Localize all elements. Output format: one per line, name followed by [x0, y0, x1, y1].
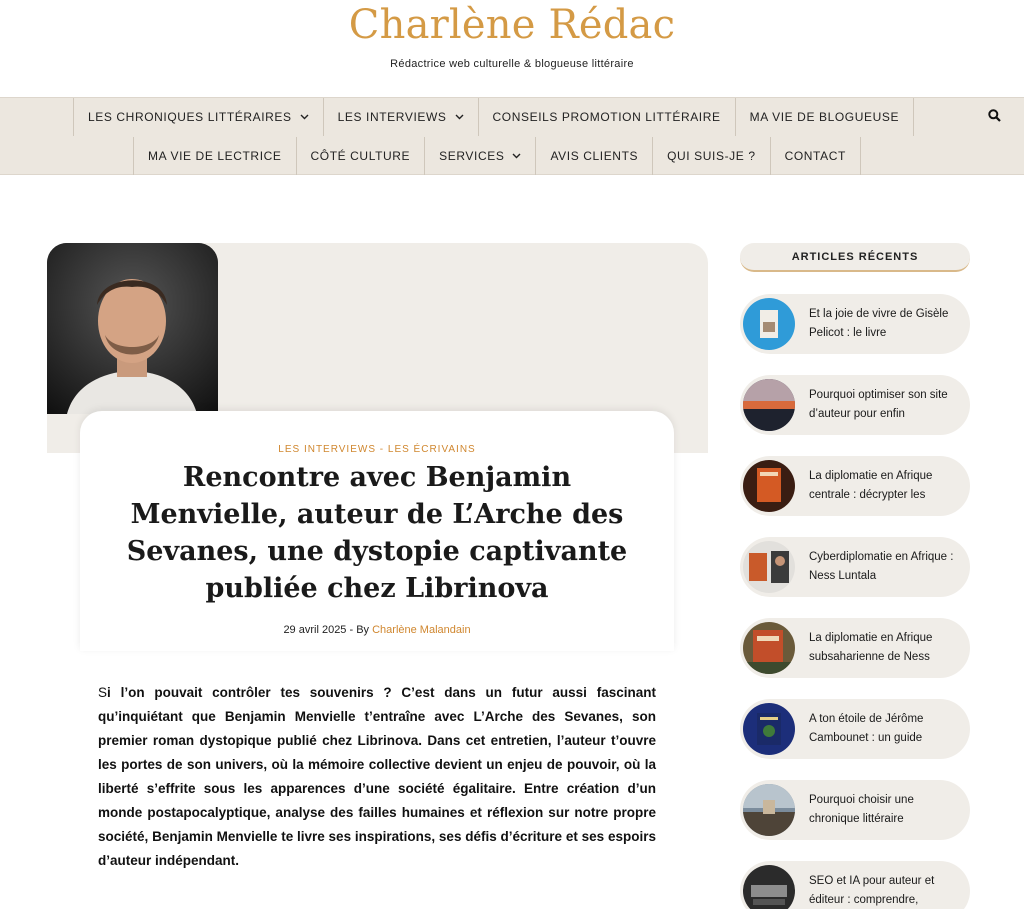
recent-article-item[interactable]	[740, 699, 970, 759]
recent-article-item[interactable]	[740, 456, 970, 516]
site-header	[0, 0, 1024, 97]
search-icon	[988, 109, 1001, 127]
recent-articles-title: ARTICLES RÉCENTS	[740, 243, 970, 272]
article-thumbnail	[743, 622, 795, 674]
search-button[interactable]	[982, 108, 1006, 128]
nav-item-label: AVIS CLIENTS	[550, 149, 639, 163]
recent-article-title: A ton étoile de Jérôme Cambounet : un guide	[809, 713, 924, 744]
nav-row-2	[133, 137, 861, 175]
recent-article-title: La diplomatie en Afrique centrale : décrypter les	[809, 470, 933, 501]
nav-item-label: LES INTERVIEWS	[337, 110, 447, 124]
nav-item-label: CÔTÉ CULTURE	[310, 149, 411, 163]
chevron-down-icon	[455, 112, 464, 122]
article-thumbnail	[743, 865, 795, 909]
nav-item-qui-suis-je[interactable]	[652, 137, 769, 175]
intro-drop-letter: S	[98, 685, 108, 700]
recent-article-item[interactable]	[740, 375, 970, 435]
recent-article-item[interactable]	[740, 618, 970, 678]
nav-item-vie-blogueuse[interactable]	[735, 98, 914, 136]
recent-article-title: La diplomatie en Afrique subsaharienne de Ness	[809, 632, 933, 663]
main-nav	[0, 97, 1024, 175]
article-thumbnail	[743, 379, 795, 431]
recent-article-title: Pourquoi optimiser son site d’auteur pour enfin	[809, 389, 948, 420]
post-categories[interactable]: LES INTERVIEWS - LES ÉCRIVAINS	[278, 444, 476, 455]
recent-article-item[interactable]	[740, 861, 970, 909]
nav-row-1	[73, 98, 914, 136]
post-meta	[80, 624, 674, 636]
recent-article-title: Pourquoi choisir une chronique littéraire	[809, 794, 914, 825]
article-thumbnail	[743, 460, 795, 512]
nav-item-label: LES CHRONIQUES LITTÉRAIRES	[88, 110, 292, 124]
intro-text: i l’on pouvait contrôler tes souvenirs ? C’est dans un futur aussi fascinant qu’inquiétant que Benjamin Menvielle t’entraîne avec L’Arche des Sevanes, son premier roman dystopique publié chez Librinova. Dans cet entretien, l’auteur t’ouvre les portes de son univers, où la mémoire collective devient un enjeu de pouvoir, où la liberté s’effrite sous les apparences d’une société égalitaire. Entre création d’un monde postapocalyptique, analyse des failles humaines et réflexion sur notre propre société, Benjamin Menvielle te livre ses inspirations, ses défis d’écriture et ses espoirs d’auteur indépendant.	[98, 685, 656, 868]
nav-item-label: CONSEILS PROMOTION LITTÉRAIRE	[492, 110, 721, 124]
nav-item-avis-clients[interactable]	[535, 137, 652, 175]
post-by: - By	[346, 624, 373, 636]
post-title: Rencontre avec Benjamin Menvielle, auteur de L’Arche des Sevanes, une dystopie captivante publiée chez Librinova	[126, 462, 628, 604]
recent-article-item[interactable]	[740, 294, 970, 354]
recent-article-item[interactable]	[740, 537, 970, 597]
nav-item-chroniques[interactable]	[73, 98, 323, 136]
nav-item-label: CONTACT	[784, 149, 846, 163]
nav-item-cote-culture[interactable]	[296, 137, 425, 175]
recent-article-title: Et la joie de vivre de Gisèle Pelicot : le livre	[809, 308, 949, 339]
post-card	[80, 411, 674, 651]
recent-article-title: SEO et IA pour auteur et éditeur : comprendre,	[809, 875, 935, 906]
post-author-link[interactable]: Charlène Malandain	[372, 624, 471, 636]
article-thumbnail	[743, 298, 795, 350]
article-thumbnail	[743, 541, 795, 593]
article-thumbnail	[743, 784, 795, 836]
nav-item-label: MA VIE DE BLOGUEUSE	[749, 110, 900, 124]
nav-item-label: QUI SUIS-JE ?	[667, 149, 756, 163]
site-tagline: Rédactrice web culturelle & blogueuse littéraire	[390, 58, 634, 70]
site-title[interactable]: Charlène Rédac	[348, 2, 676, 48]
chevron-down-icon	[512, 151, 521, 161]
nav-item-interviews[interactable]	[323, 98, 478, 136]
recent-article-title: Cyberdiplomatie en Afrique : Ness Luntala	[809, 551, 954, 582]
post-date: 29 avril 2025	[283, 624, 347, 636]
nav-item-label: SERVICES	[439, 149, 505, 163]
nav-item-label: MA VIE DE LECTRICE	[148, 149, 282, 163]
nav-item-conseils[interactable]	[478, 98, 735, 136]
article-thumbnail	[743, 703, 795, 755]
post-intro	[98, 681, 656, 873]
author-photo[interactable]	[47, 243, 218, 414]
recent-article-item[interactable]	[740, 780, 970, 840]
nav-item-vie-lectrice[interactable]	[133, 137, 296, 175]
nav-item-services[interactable]	[424, 137, 535, 175]
chevron-down-icon	[300, 112, 309, 122]
nav-item-contact[interactable]	[770, 137, 861, 175]
